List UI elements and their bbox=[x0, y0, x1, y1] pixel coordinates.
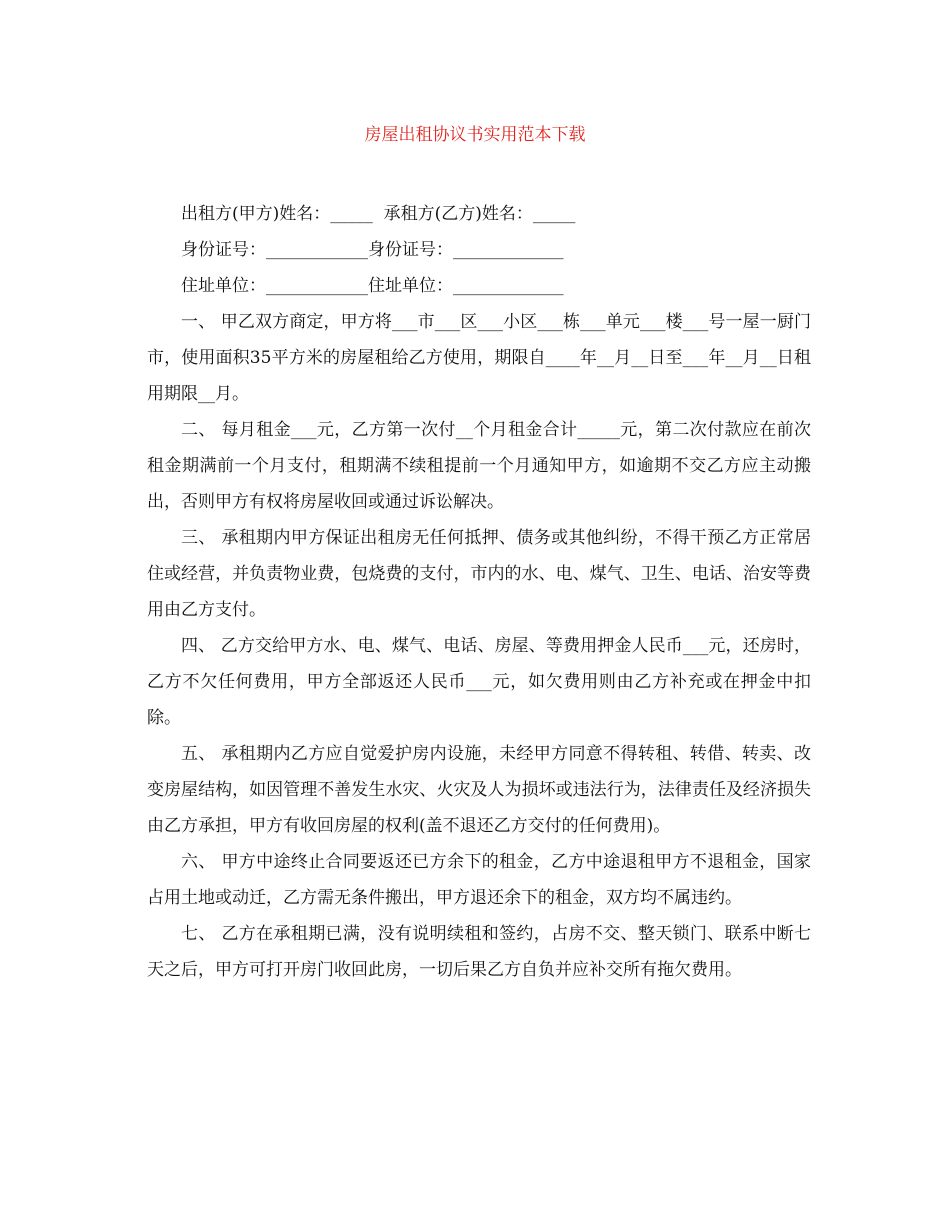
clause-6: 六、 甲方中途终止合同要返还已方余下的租金，乙方中途退租甲方不退租金，国家占用土地或动迁，乙方需无条件搬出，甲方退还余下的租金，双方均不属违约。 bbox=[147, 852, 811, 908]
clause-5: 五、 承租期内乙方应自觉爱护房内设施，未经甲方同意不得转租、转借、转卖、改变房屋结构，如因管理不善发生水灾、火灾及人为损坏或违法行为，法律责任及经济损失由乙方承担，甲方有收回房屋的权利(盖不退还乙方交付的任何费用)。 bbox=[147, 744, 811, 836]
party-names-line: 出租方(甲方)姓名：_____ 承租方(乙方)姓名：_____ bbox=[181, 204, 576, 224]
clause-1: 一、 甲乙双方商定，甲方将___市___区___小区___栋___单元___楼___号一屋一厨门市，使用面积35平方米的房屋租给乙方使用，期限自____年__月__日至___年__月__日租用期限__月。 bbox=[147, 312, 811, 404]
clause-4: 四、 乙方交给甲方水、电、煤气、电话、房屋、等费用押金人民币___元，还房时，乙方不欠任何费用，甲方全部返还人民币___元，如欠费用则由乙方补充或在押金中扣除。 bbox=[147, 636, 811, 728]
clause-2: 二、 每月租金___元，乙方第一次付__个月租金合计_____元，第二次付款应在前次租金期满前一个月支付，租期满不续租提前一个月通知甲方，如逾期不交乙方应主动搬出，否则甲方有权将房屋收回或通过诉讼解决。 bbox=[147, 420, 811, 512]
address-line: 住址单位：____________住址单位：_____________ bbox=[181, 276, 564, 296]
document-title: 房屋出租协议书实用范本下载 bbox=[364, 125, 586, 145]
clause-7: 七、 乙方在承租期已满，没有说明续租和签约，占房不交、整天锁门、联系中断七天之后，甲方可打开房门收回此房，一切后果乙方自负并应补交所有拖欠费用。 bbox=[147, 924, 811, 980]
document-body bbox=[147, 196, 811, 988]
clause-3: 三、 承租期内甲方保证出租房无任何抵押、债务或其他纠纷，不得干预乙方正常居住或经营，并负责物业费，包烧费的支付，市内的水、电、煤气、卫生、电话、治安等费用由乙方支付。 bbox=[147, 528, 811, 620]
id-number-line: 身份证号：____________身份证号：_____________ bbox=[181, 240, 564, 260]
